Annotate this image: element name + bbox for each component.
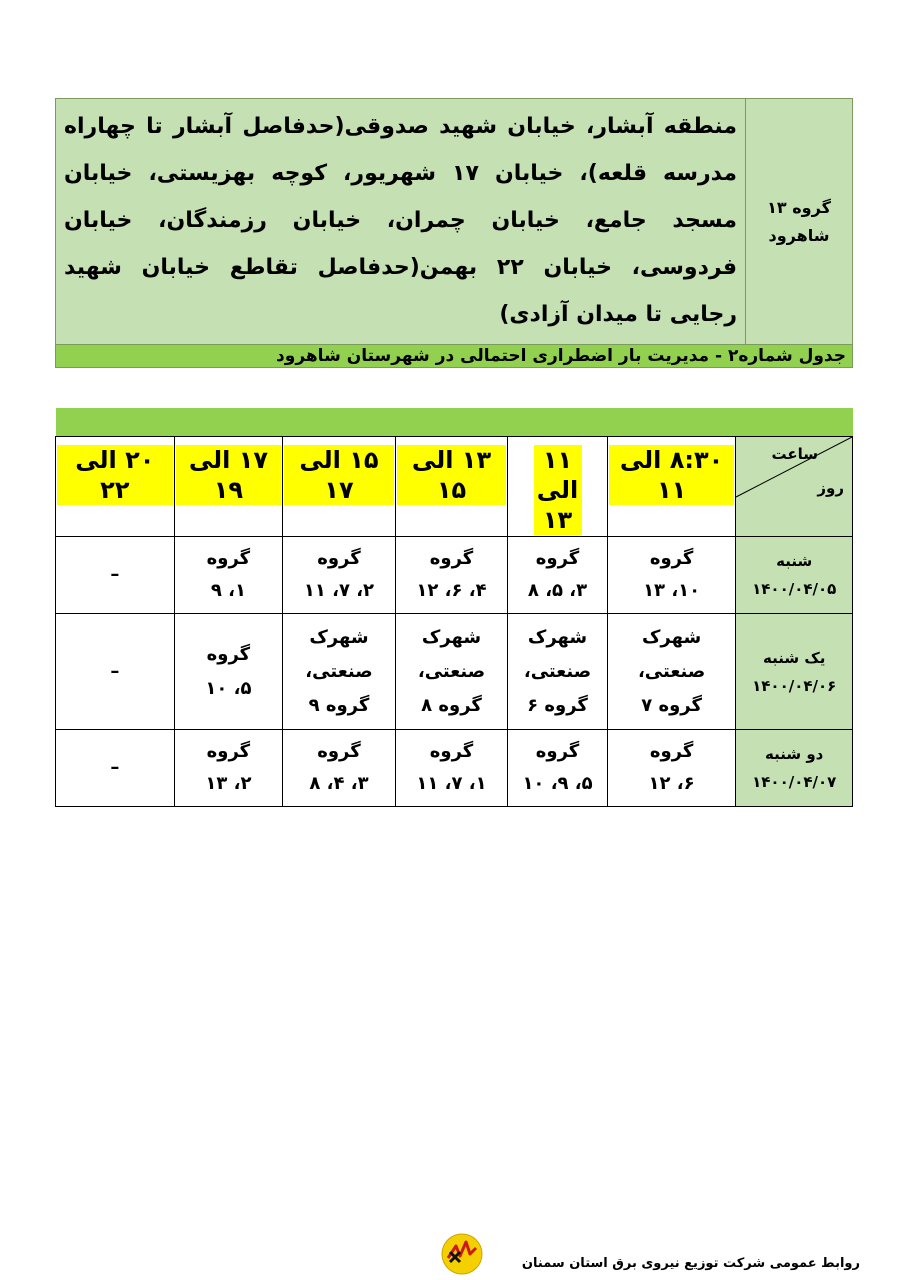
time-slot-header	[607, 437, 736, 537]
day-name: شنبه	[776, 552, 813, 570]
area-table	[55, 98, 853, 368]
schedule-cell: گروه ۲، ۷، ۱۱	[283, 537, 396, 614]
day-cell	[736, 537, 853, 614]
schedule-cell: گروه ۳، ۵، ۸	[508, 537, 607, 614]
schedule-cell: گروه ۵، ۹، ۱۰	[508, 730, 607, 807]
schedule-cell: گروه ۴، ۶، ۱۲	[395, 537, 508, 614]
footer-text: روابط عمومی شرکت توزیع نیروی برق استان سمنان	[521, 1256, 860, 1271]
schedule-cell: گروه ۲، ۱۳	[174, 730, 283, 807]
day-name: یک شنبه	[763, 648, 826, 667]
time-slot-label: ۱۵ الی ۱۷	[284, 445, 394, 505]
schedule-cell: گروه ۶، ۱۲	[607, 730, 736, 807]
schedule-cell: گروه ۳، ۴، ۸	[283, 730, 396, 807]
schedule-top-bar	[56, 408, 853, 437]
schedule-cell: گروه ۱۰، ۱۳	[607, 537, 736, 614]
schedule-cell: –	[56, 537, 175, 614]
schedule-cell: گروه ۱، ۹	[174, 537, 283, 614]
table-row	[56, 614, 853, 730]
table-row	[56, 730, 853, 807]
time-slot-label: ۱۱ الی ۱۳	[534, 445, 582, 535]
schedule-cell: گروه ۱، ۷، ۱۱	[395, 730, 508, 807]
time-slot-header	[174, 437, 283, 537]
schedule-table	[55, 408, 853, 807]
time-slot-header	[508, 437, 607, 537]
time-slot-label: ۲۰ الی ۲۲	[57, 445, 173, 505]
time-slot-header	[283, 437, 396, 537]
group-label: گروه ۱۳	[767, 197, 831, 217]
time-slot-label: ۸:۳۰ الی ۱۱	[609, 445, 735, 505]
table-caption: جدول شماره۲ - مدیریت بار اضطراری احتمالی در شهرستان شاهرود	[56, 345, 853, 368]
day-cell	[736, 614, 853, 730]
day-name: دو شنبه	[765, 745, 824, 763]
time-slot-header	[395, 437, 508, 537]
corner-cell	[736, 437, 853, 537]
schedule-cell: شهرک صنعتی، گروه ۶	[508, 614, 607, 730]
day-date: ۱۴۰۰/۰۴/۰۷	[752, 773, 837, 791]
day-date: ۱۴۰۰/۰۴/۰۵	[752, 580, 837, 598]
day-cell	[736, 730, 853, 807]
schedule-cell: –	[56, 730, 175, 807]
corner-time-label: ساعت	[771, 445, 818, 463]
day-date: ۱۴۰۰/۰۴/۰۶	[752, 676, 837, 695]
schedule-cell: شهرک صنعتی، گروه ۸	[395, 614, 508, 730]
schedule-header-row	[56, 437, 853, 537]
time-slot-label: ۱۷ الی ۱۹	[176, 445, 282, 505]
area-description: منطقه آبشار، خیابان شهید صدوقی(حدفاصل آبشار تا چهاراه مدرسه قلعه)، خیابان ۱۷ شهریور، کوچه بهزیستی، خیابان مسجد جامع، خیابان چمران، خیابان رزمندگان، خیابان فردوسی، خیابان ۲۲ بهمن(حدفاصل تقاطع خیابان شهید رجایی تا میدان آزادی)	[56, 99, 746, 345]
power-distribution-logo-icon	[440, 1232, 484, 1276]
schedule-cell: گروه ۵، ۱۰	[174, 614, 283, 730]
schedule-cell: –	[56, 614, 175, 730]
corner-day-label: روز	[817, 479, 844, 497]
footer	[440, 1232, 860, 1276]
schedule-cell: شهرک صنعتی، گروه ۹	[283, 614, 396, 730]
time-slot-label: ۱۳ الی ۱۵	[397, 445, 507, 505]
time-slot-header	[56, 437, 175, 537]
schedule-cell: شهرک صنعتی، گروه ۷	[607, 614, 736, 730]
city-label: شاهرود	[768, 225, 830, 245]
group-cell	[746, 99, 853, 345]
table-row	[56, 537, 853, 614]
